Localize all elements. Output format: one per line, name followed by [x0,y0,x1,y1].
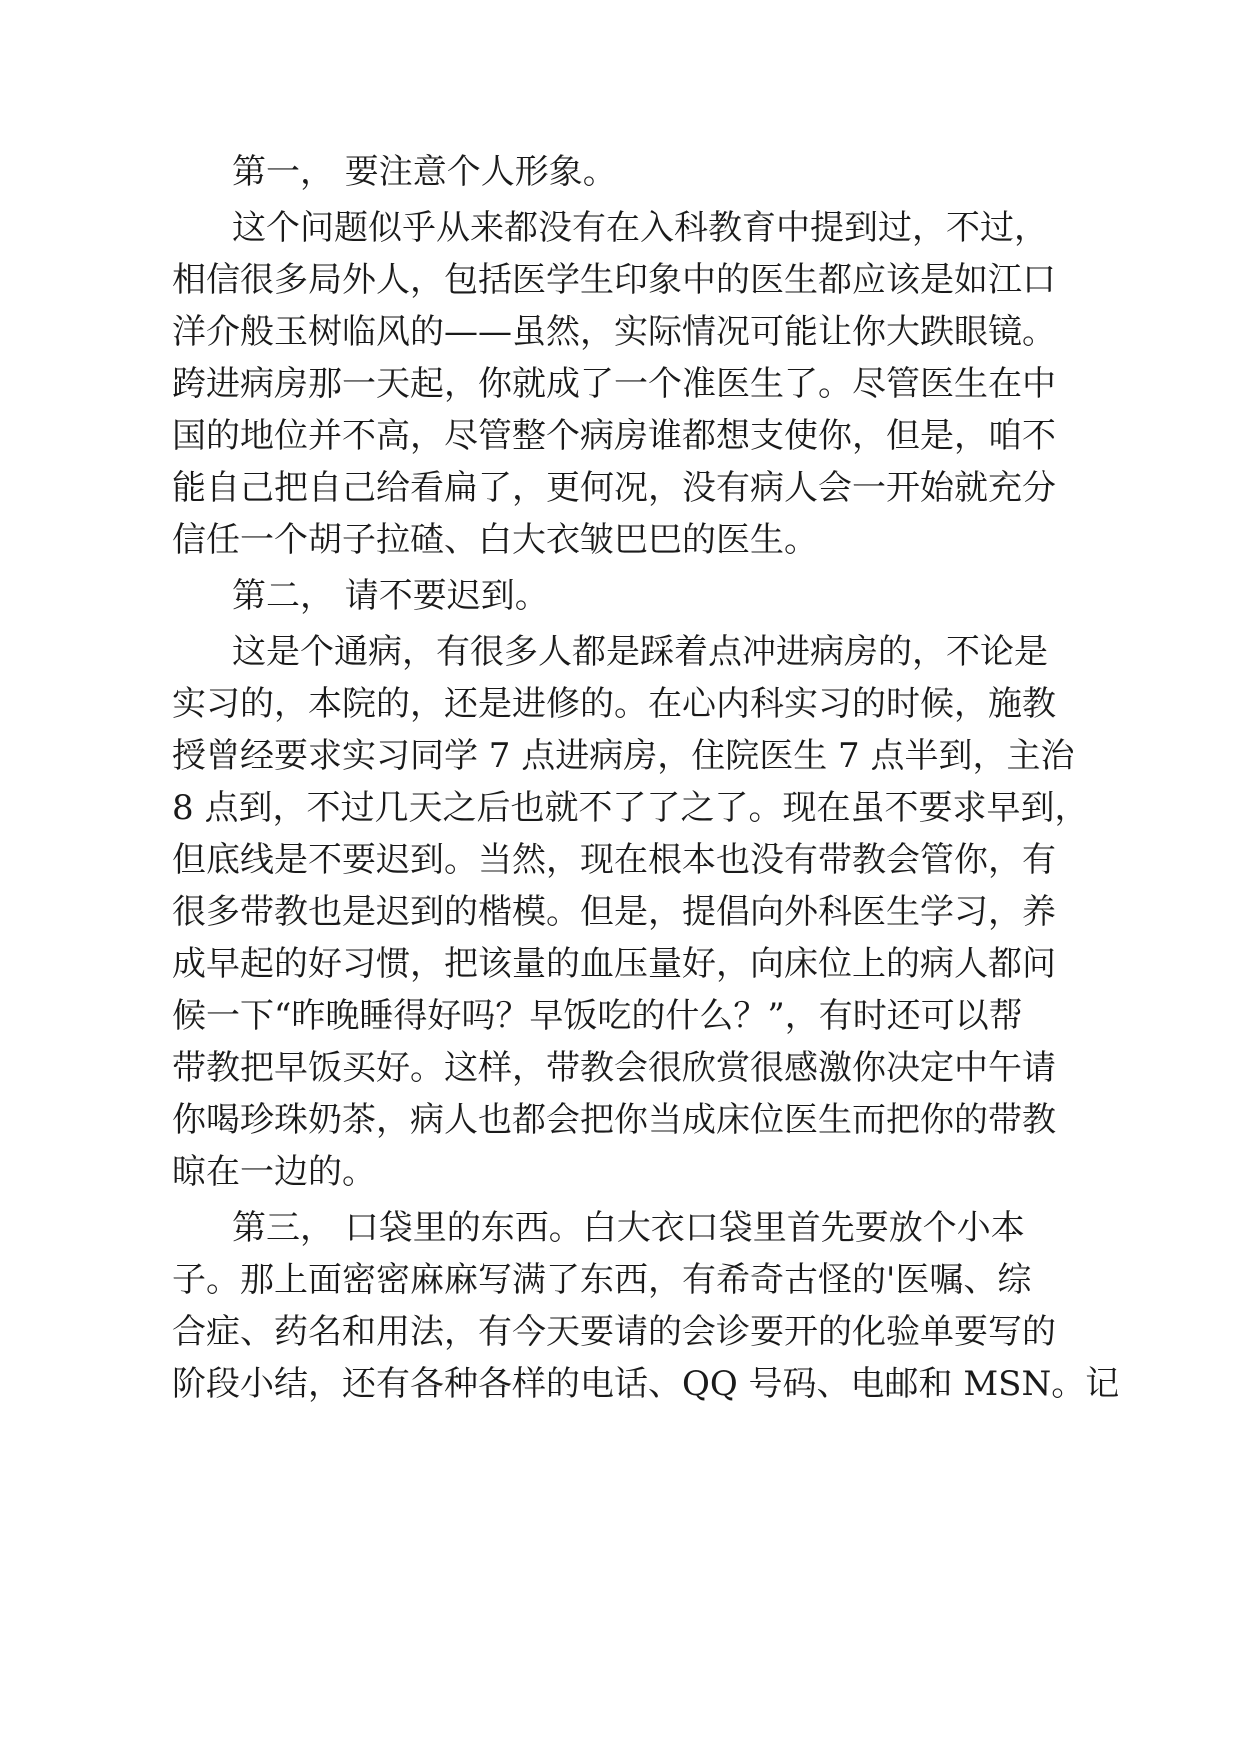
paragraph-2-line-4: 8 点到，不过几天之后也就不了了之了。现在虽不要求早到， [172,788,1089,828]
heading-2: 第二， 请不要迟到。 [232,576,549,616]
paragraph-2-line-10: 你喝珍珠奶茶，病人也都会把你当成床位医生而把你的带教 [172,1100,1056,1140]
paragraph-3-line-2: 合症、药名和用法，有今天要请的会诊要开的化验单要写的 [172,1312,1056,1352]
paragraph-2-line-11: 晾在一边的。 [172,1152,376,1192]
heading-1: 第一， 要注意个人形象。 [232,152,617,192]
paragraph-2-line-8: 候一下“昨晚睡得好吗？早饭吃的什么？”，有时还可以帮 [172,996,1023,1036]
paragraph-2-line-2: 实习的，本院的，还是进修的。在心内科实习的时候，施教 [172,684,1056,724]
paragraph-2-line-6: 很多带教也是迟到的楷模。但是，提倡向外科医生学习，养 [172,892,1056,932]
paragraph-1-line-7: 信任一个胡子拉碴、白大衣皱巴巴的医生。 [172,520,818,560]
paragraph-1-line-5: 国的地位并不高，尽管整个病房谁都想支使你，但是，咱不 [172,416,1056,456]
paragraph-1-line-2: 相信很多局外人，包括医学生印象中的医生都应该是如江口 [172,260,1056,300]
paragraph-1-line-4: 跨进病房那一天起，你就成了一个准医生了。尽管医生在中 [172,364,1056,404]
paragraph-3-line-3: 阶段小结，还有各种各样的电话、QQ 号码、电邮和 MSN。记 [172,1364,1120,1404]
paragraph-1-line-3: 洋介般玉树临风的——虽然，实际情况可能让你大跌眼镜。 [172,312,1056,352]
paragraph-1-line-1: 这个问题似乎从来都没有在入科教育中提到过，不过， [232,208,1048,248]
paragraph-2-line-9: 带教把早饭买好。这样，带教会很欣赏很感激你决定中午请 [172,1048,1056,1088]
paragraph-2-line-5: 但底线是不要迟到。当然，现在根本也没有带教会管你，有 [172,840,1056,880]
paragraph-3-line-1: 子。那上面密密麻麻写满了东西，有希奇古怪的'医嘱、综 [172,1260,1032,1300]
paragraph-2-line-3: 授曾经要求实习同学 7 点进病房，住院医生 7 点半到，主治 [172,736,1075,776]
heading-3: 第三， 口袋里的东西。白大衣口袋里首先要放个小本 [232,1208,1025,1248]
paragraph-2-line-1: 这是个通病，有很多人都是踩着点冲进病房的，不论是 [232,632,1048,672]
paragraph-2-line-7: 成早起的好习惯，把该量的血压量好，向床位上的病人都问 [172,944,1056,984]
paragraph-1-line-6: 能自己把自己给看扁了，更何况，没有病人会一开始就充分 [172,468,1056,508]
